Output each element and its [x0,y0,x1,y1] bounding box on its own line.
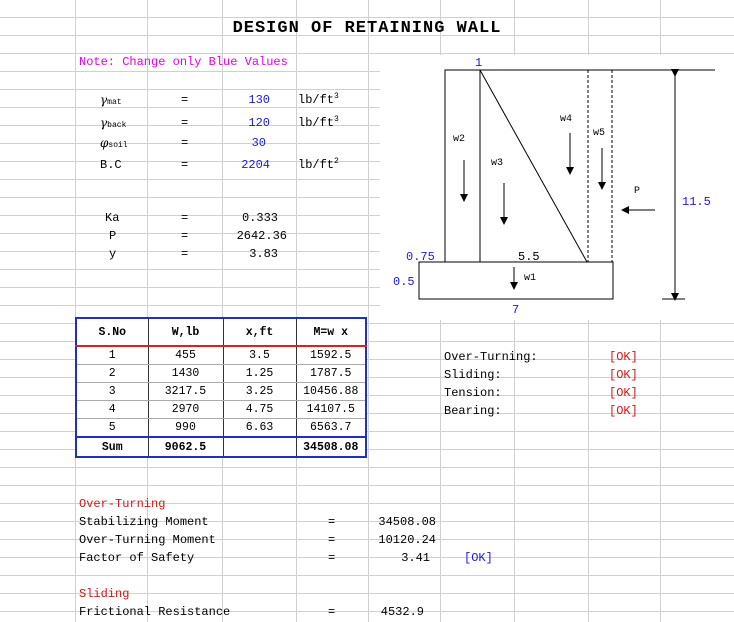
base-thickness-label: 0.5 [393,275,415,289]
factor-of-safety-label: Factor of Safety [79,551,195,565]
table-header: W,lb [148,318,223,346]
table-row [76,383,366,401]
table-row [76,419,366,438]
grid-col-line [75,0,76,622]
toe-label: 0.75 [406,250,435,264]
gamma-back-value[interactable]: 120 [248,116,270,130]
equals-sign: = [181,247,189,261]
table-cell [223,437,296,457]
frictional-resistance-value: 4532.9 [380,605,424,619]
weights-table [75,317,367,458]
stabilizing-moment-value: 34508.08 [378,515,436,529]
table-sum-row [76,437,366,457]
overturning-moment-value: 10120.24 [378,533,436,547]
equals-sign: = [328,533,336,547]
table-cell: 2970 [148,401,223,419]
table-row [76,401,366,419]
table-header: M=w x [296,318,366,346]
table-cell: 455 [148,346,223,365]
p-value: 2642.36 [236,229,287,243]
table-cell: 2 [76,365,148,383]
table-cell: 6.63 [223,419,296,438]
check-status: [OK] [609,404,638,418]
check-status: [OK] [609,350,638,364]
equals-sign: = [181,158,189,172]
equals-sign: = [181,116,189,130]
table-cell: 5 [76,419,148,438]
w2-label: w2 [453,134,466,145]
overturning-moment-label: Over-Turning Moment [79,533,216,547]
equals-sign: = [181,136,189,150]
p-label: P [634,186,641,197]
check-status: [OK] [609,368,638,382]
equals-sign: = [328,605,336,619]
retaining-wall-diagram [380,55,734,320]
note-text: Note: Change only Blue Values [79,55,288,69]
table-header-row [76,318,366,346]
equals-sign: = [181,229,189,243]
input-label-phi-soil: φsoil [100,136,128,150]
check-status: [OK] [609,386,638,400]
table-cell: 14107.5 [296,401,366,419]
factor-of-safety-status: [OK] [464,551,493,565]
equals-sign: = [181,93,189,107]
ka-value: 0.333 [241,211,278,225]
table-cell: 990 [148,419,223,438]
page-title: DESIGN OF RETAINING WALL [232,19,502,38]
table-cell: 4 [76,401,148,419]
w4-label: w4 [560,114,573,125]
table-header: S.No [76,318,148,346]
p-label: P [109,229,117,243]
table-cell: 1430 [148,365,223,383]
sliding-heading: Sliding [79,587,130,601]
grid-col-line [296,0,297,622]
heel-label: 5.5 [518,250,540,264]
equals-sign: = [181,211,189,225]
check-label-bearing: Bearing: [444,404,502,418]
y-label: y [109,247,117,261]
table-cell: 4.75 [223,401,296,419]
table-cell: 3.5 [223,346,296,365]
top-width-label: 1 [475,56,483,70]
gamma-mat-value[interactable]: 130 [248,93,270,107]
table-cell: 1592.5 [296,346,366,365]
w1-label: w1 [524,273,537,284]
phi-soil-value[interactable]: 30 [251,136,266,150]
table-cell: Sum [76,437,148,457]
input-label-gamma-back: γback [100,116,127,130]
table-cell: 1.25 [223,365,296,383]
table-cell: 3.25 [223,383,296,401]
table-cell: 1 [76,346,148,365]
table-cell: 34508.08 [296,437,366,457]
stabilizing-moment-label: Stabilizing Moment [79,515,209,529]
unit-label: $lb/ft^3$ [298,115,339,130]
w5-label: w5 [593,128,606,139]
input-label-gamma-mat: γmat [100,93,122,107]
unit-label: $lb/ft^2$ [298,157,339,172]
table-cell: 3217.5 [148,383,223,401]
equals-sign: = [328,551,336,565]
unit-label: $lb/ft^3$ [298,92,339,107]
check-label-sliding: Sliding: [444,368,502,382]
input-label-bc: B.C [100,158,122,172]
w3-label: w3 [491,158,504,169]
check-label-overturning: Over-Turning: [444,350,538,364]
table-cell: 1787.5 [296,365,366,383]
y-value: 3.83 [249,247,278,261]
factor-of-safety-value: 3.41 [401,551,430,565]
ka-label: Ka [105,211,120,225]
equals-sign: = [328,515,336,529]
table-row [76,346,366,365]
height-label: 11.5 [682,195,711,209]
frictional-resistance-label: Frictional Resistance [79,605,231,619]
bc-value[interactable]: 2204 [241,158,270,172]
table-header: x,ft [223,318,296,346]
table-row [76,365,366,383]
check-label-tension: Tension: [444,386,502,400]
base-width-label: 7 [512,303,520,317]
table-cell: 10456.88 [296,383,366,401]
table-cell: 6563.7 [296,419,366,438]
overturning-heading: Over-Turning [79,497,166,511]
table-cell: 9062.5 [148,437,223,457]
table-cell: 3 [76,383,148,401]
